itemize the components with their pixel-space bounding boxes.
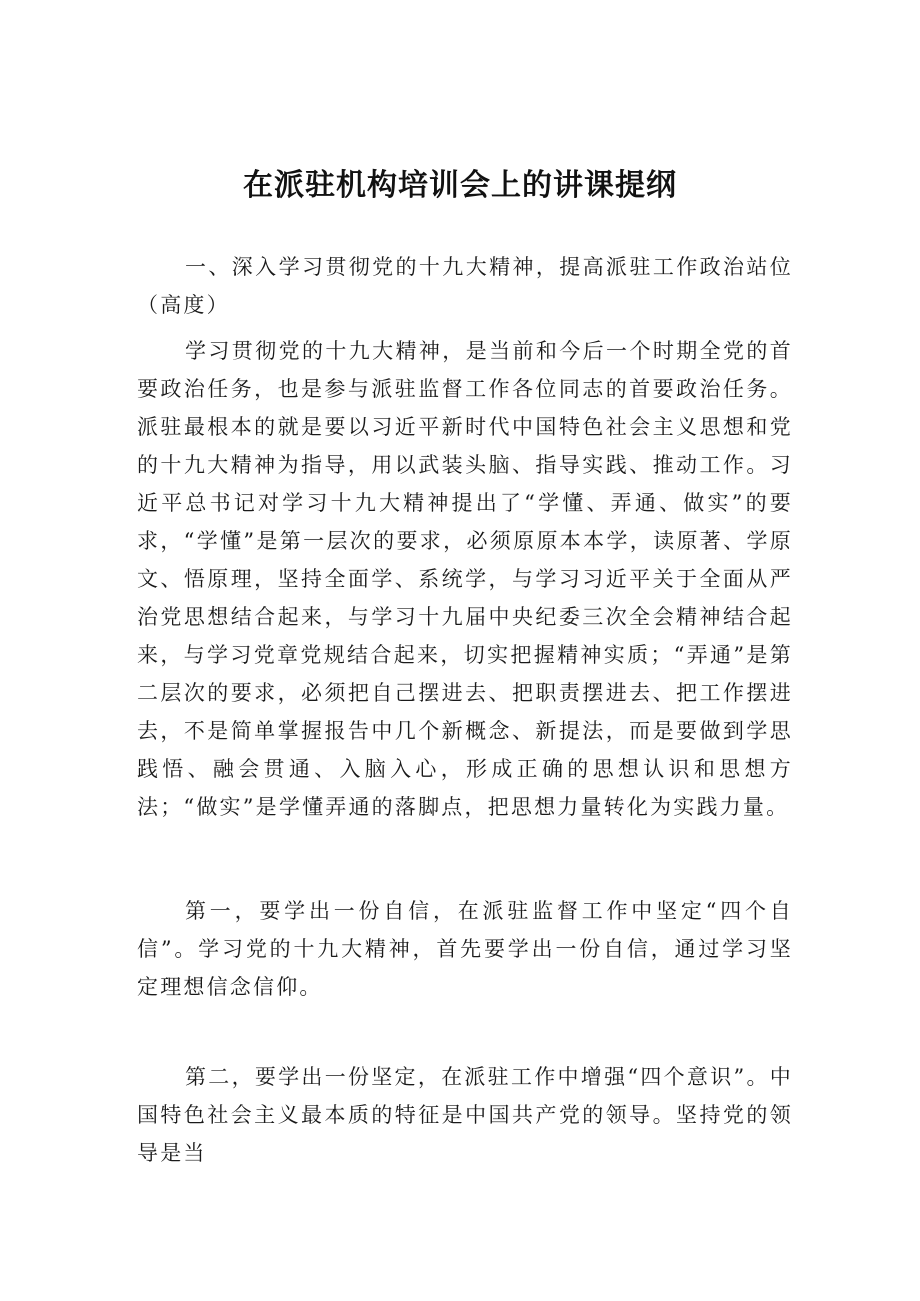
body-paragraph: 第二，要学出一份坚定，在派驻工作中增强“四个意识”。中国特色社会主义最本质的特征是中国共产党的领导。坚持党的领导是当 [137, 1065, 793, 1165]
body-paragraph: 学习贯彻党的十九大精神，是当前和今后一个时期全党的首要政治任务，也是参与派驻监督工作各位同志的首要政治任务。派驻最根本的就是要以习近平新时代中国特色社会主义思想和党的十九大精神为指导，用以武装头脑、指导实践、推动工作。习近平总书记对学习十九大精神提出了“学懂、弄通、做实”的要求，“学懂”是第一层次的要求，必须原原本本学，读原著、学原文、悟原理，坚持全面学、系统学，与学习习近平关于全面从严治党思想结合起来，与学习十九届中央纪委三次全会精神结合起来，与学习党章党规结合起来，切实把握精神实质；“弄通”是第二层次的要求，必须把自己摆进去、把职责摆进去、把工作摆进去，不是简单掌握报告中几个新概念、新提法，而是要做到学思践悟、融会贯通、入脑入心，形成正确的思想认识和思想方法；“做实”是学懂弄通的落脚点，把思想力量转化为实践力量。 [137, 339, 793, 819]
document-title: 在派驻机构培训会上的讲课提纲 [243, 168, 677, 203]
section-heading: 一、深入学习贯彻党的十九大精神，提高派驻工作政治站位（高度） [137, 255, 793, 317]
body-paragraph: 第一，要学出一份自信，在派驻监督工作中坚定“四个自信”。学习党的十九大精神，首先要学出一份自信，通过学习坚定理想信念信仰。 [137, 899, 793, 999]
